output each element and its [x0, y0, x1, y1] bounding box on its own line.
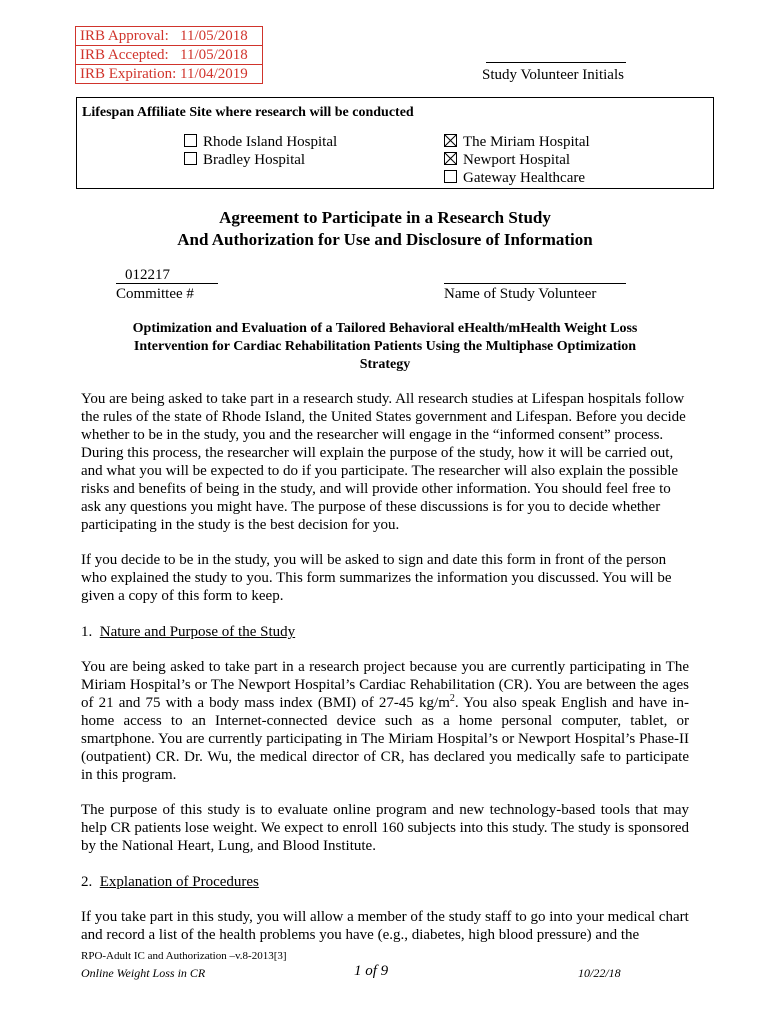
study-title-line1: Optimization and Evaluation of a Tailored Behavioral eHealth/mHealth Weight Loss	[132, 321, 638, 336]
irb-accepted-row: IRB Accepted: 11/05/2018	[76, 46, 262, 65]
site-option-newport[interactable]: Newport Hospital	[444, 151, 570, 169]
site-option-bradley[interactable]: Bradley Hospital	[184, 151, 305, 169]
initials-label: Study Volunteer Initials	[482, 67, 624, 83]
initials-line[interactable]	[486, 62, 626, 63]
committee-label: Committee #	[116, 286, 194, 302]
section-1-paragraph-2: The purpose of this study is to evaluate online program and new technology-based tools that may help CR patients lose weight. We expect to enroll 160 subjects into this study. The study is sponsored by the National Heart, Lung, and Blood Institute.	[81, 802, 689, 854]
checkbox-miriam-checked[interactable]	[444, 134, 457, 147]
section-1-paragraph-1: You are being asked to take part in a research project because you are currently participating in The Miriam Hospital’s or The Newport Hospital’s Cardiac Rehabilitation (CR). You are between the ages of 21 and 75 with a body mass index (BMI) of 27-45 $kg/m^2$. You also speak English and have in-home access to an Internet-connected device such as a home personal computer, tablet, or smartphone. You are currently participating in The Miriam Hospital’s or Newport Hospital’s Phase-II (outpatient) CR. Dr. Wu, the medical director of CR, has declared you medically safe to participate in this program.	[81, 659, 689, 783]
intro-paragraph-1: You are being asked to take part in a research study. All research studies at Lifespan hospitals follow the rules of the state of Rhode Island, the United States government and Lifespan. Before you decide whether to be in the study, you and the researcher will engage in the “informed consent” process. During this process, the researcher will explain the purpose of the study, how it will be carried out, and what you will be expected to do if you participate. The researcher will also explain the possible risks and benefits of being in the study, and will provide other information. You should feel free to ask any questions you might have. The purpose of these discussions is for you to decide whether participating in the study is the best decision for you.	[81, 391, 686, 533]
volunteer-name-label: Name of Study Volunteer	[444, 286, 597, 302]
site-option-rhode-island[interactable]: Rhode Island Hospital	[184, 133, 337, 151]
committee-number: 012217	[125, 267, 170, 283]
section-2-heading: 2. Explanation of Procedures	[81, 874, 259, 890]
document-title-line2: And Authorization for Use and Disclosure of Information	[177, 230, 593, 249]
checkbox-gateway[interactable]	[444, 170, 457, 183]
irb-expiration-row: IRB Expiration: 11/04/2019	[80, 66, 248, 82]
study-title-line3: Strategy	[359, 357, 411, 372]
intro-paragraph-2: If you decide to be in the study, you will be asked to sign and date this form in front of the person who explained the study to you. This form summarizes the information you discussed. You will be given a copy of this form to keep.	[81, 552, 672, 604]
document-title-line1: Agreement to Participate in a Research Study	[219, 208, 551, 227]
affiliate-site-heading: Lifespan Affiliate Site where research will be conducted	[82, 105, 414, 120]
irb-stamp	[75, 26, 263, 84]
section-1-heading: 1. Nature and Purpose of the Study	[81, 624, 296, 640]
checkbox-newport-checked[interactable]	[444, 152, 457, 165]
site-option-miriam[interactable]: The Miriam Hospital	[444, 133, 590, 151]
footer-page-number: 1 of 9	[354, 963, 389, 979]
irb-approval-row: IRB Approval: 11/05/2018	[76, 27, 262, 46]
footer-study-short: Online Weight Loss in CR	[81, 966, 206, 980]
study-title-line2: Intervention for Cardiac Rehabilitation Patients Using the Multiphase Optimization	[133, 339, 637, 354]
volunteer-name-line[interactable]	[444, 283, 626, 284]
checkbox-rhode-island[interactable]	[184, 134, 197, 147]
footer-date: 10/22/18	[578, 966, 621, 980]
footer-form-id: RPO-Adult IC and Authorization –v.8-2013[3]	[81, 950, 287, 962]
site-option-gateway[interactable]: Gateway Healthcare	[444, 169, 585, 187]
checkbox-bradley[interactable]	[184, 152, 197, 165]
section-2-paragraph: If you take part in this study, you will allow a member of the study staff to go into your medical chart and record a list of the health problems you have (e.g., diabetes, high blood pressure) and the	[81, 909, 689, 943]
